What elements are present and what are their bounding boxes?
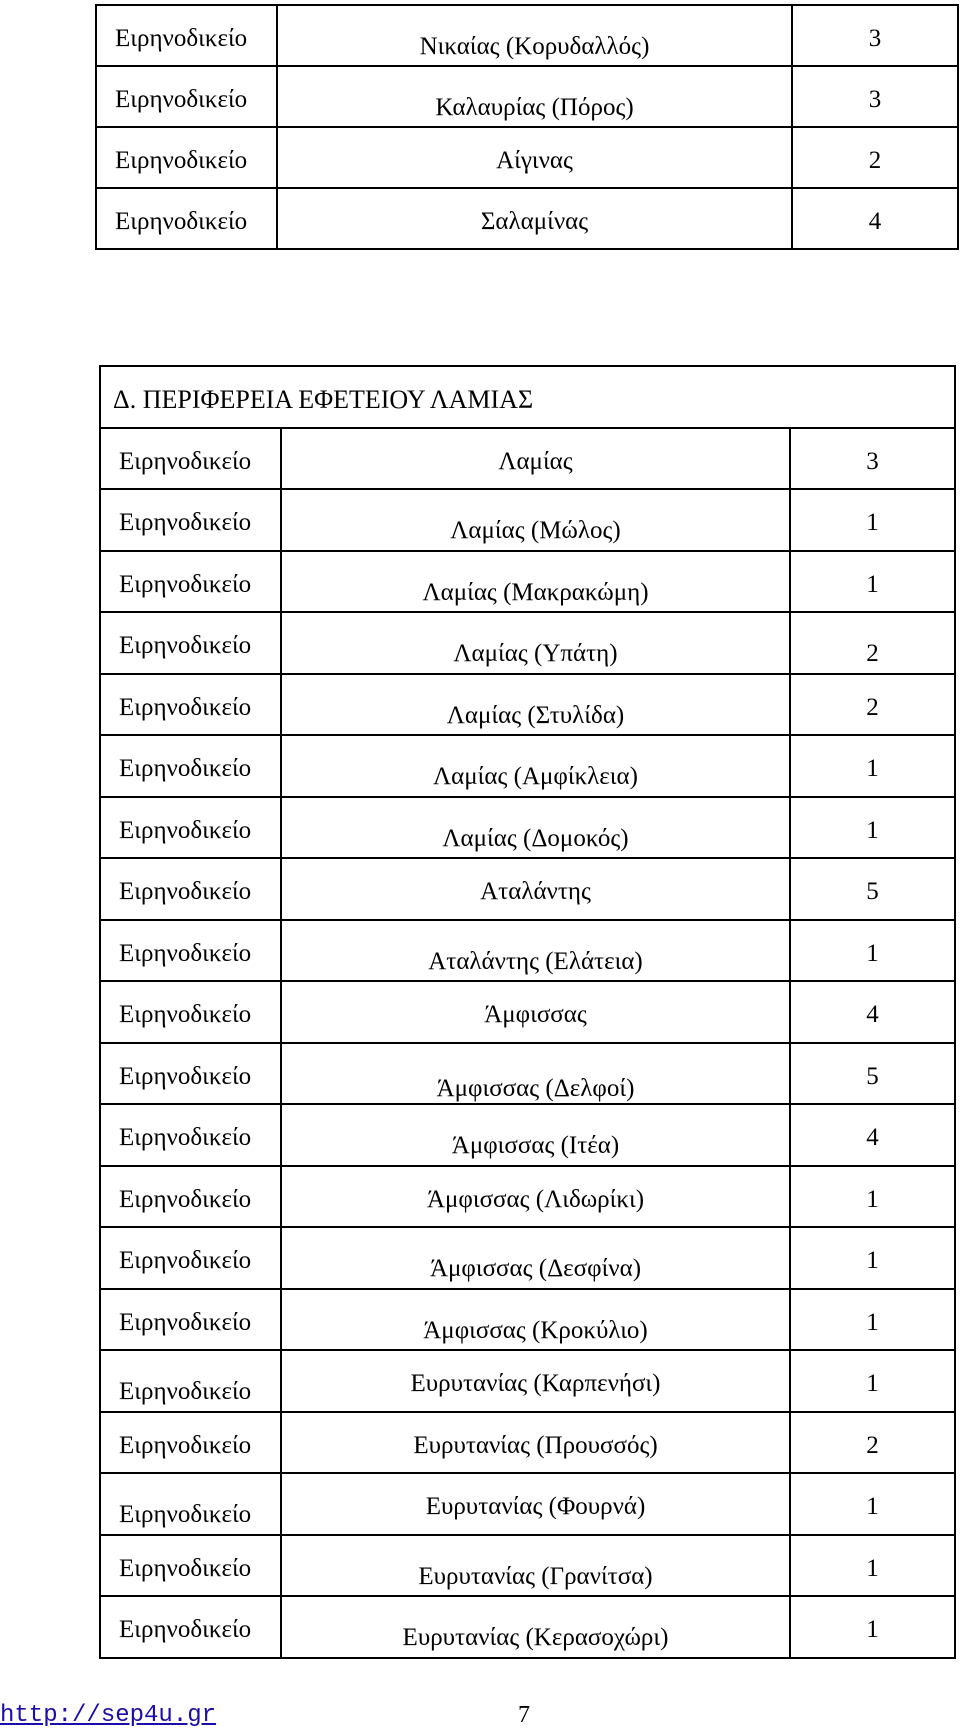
court-type-cell: Ειρηνοδικείο [96, 5, 277, 66]
court-type-cell: Ειρηνοδικείο [100, 1350, 281, 1412]
table-row [100, 428, 955, 490]
table-row [100, 489, 955, 551]
court-name-cell: Ευρυτανίας (Προυσσός) [281, 1412, 790, 1474]
court-name-cell: Άμφισσας (Δεσφίνα) [281, 1227, 790, 1289]
court-name-cell: Άμφισσας (Δελφοί) [281, 1043, 790, 1105]
table-row [100, 1289, 955, 1351]
table-row [100, 981, 955, 1043]
court-count-cell: 3 [792, 66, 958, 127]
court-name-cell: Άμφισσας [281, 981, 790, 1043]
court-count-cell: 1 [790, 735, 955, 797]
table-row [100, 920, 955, 982]
court-count-cell: 1 [790, 1350, 955, 1412]
court-count-cell: 2 [792, 127, 958, 188]
court-type-cell: Ειρηνοδικείο [100, 920, 281, 982]
court-name-cell: Λαμίας (Μώλος) [281, 489, 790, 551]
table-row [100, 1473, 955, 1535]
court-type-cell: Ειρηνοδικείο [100, 1412, 281, 1474]
court-type-cell: Ειρηνοδικείο [100, 1535, 281, 1597]
court-name-cell: Ευρυτανίας (Φουρνά) [281, 1473, 790, 1535]
court-count-cell: 1 [790, 1227, 955, 1289]
table-row [100, 1104, 955, 1166]
court-name-cell: Λαμίας (Μακρακώμη) [281, 551, 790, 613]
court-count-cell: 1 [790, 551, 955, 613]
table-row [100, 551, 955, 613]
court-name-cell: Λαμίας (Αμφίκλεια) [281, 735, 790, 797]
court-name-cell: Λαμίας (Δομοκός) [281, 797, 790, 859]
court-type-cell: Ειρηνοδικείο [100, 1104, 281, 1166]
court-type-cell: Ειρηνοδικείο [100, 735, 281, 797]
court-name-cell: Αταλάντης [281, 858, 790, 920]
court-count-cell: 1 [790, 797, 955, 859]
court-type-cell: Ειρηνοδικείο [100, 428, 281, 490]
court-name-cell: Καλαυρίας (Πόρος) [277, 66, 792, 127]
court-count-cell: 5 [790, 1043, 955, 1105]
court-count-cell: 1 [790, 1289, 955, 1351]
court-type-cell: Ειρηνοδικείο [100, 1043, 281, 1105]
table-row [100, 1166, 955, 1228]
table-row [100, 1227, 955, 1289]
court-name-cell: Ευρυτανίας (Κερασοχώρι) [281, 1596, 790, 1658]
table-row [96, 5, 958, 66]
court-count-cell: 1 [790, 1596, 955, 1658]
table-heading-row [100, 366, 955, 428]
court-count-cell: 4 [790, 981, 955, 1043]
court-count-cell: 1 [790, 920, 955, 982]
court-type-cell: Ειρηνοδικείο [100, 489, 281, 551]
court-type-cell: Ειρηνοδικείο [100, 797, 281, 859]
court-type-cell: Ειρηνοδικείο [100, 1289, 281, 1351]
court-type-cell: Ειρηνοδικείο [100, 674, 281, 736]
table-row [100, 1043, 955, 1105]
table-row [100, 735, 955, 797]
court-type-cell: Ειρηνοδικείο [96, 66, 277, 127]
court-type-cell: Ειρηνοδικείο [96, 127, 277, 188]
court-type-cell: Ειρηνοδικείο [100, 612, 281, 674]
court-name-cell: Άμφισσας (Ιτέα) [281, 1104, 790, 1166]
court-name-cell: Ευρυτανίας (Γρανίτσα) [281, 1535, 790, 1597]
table-row [100, 674, 955, 736]
page-number: 7 [518, 1702, 530, 1728]
court-type-cell: Ειρηνοδικείο [100, 1473, 281, 1535]
court-name-cell: Σαλαμίνας [277, 188, 792, 249]
court-count-cell: 2 [790, 612, 955, 674]
court-type-cell: Ειρηνοδικείο [100, 551, 281, 613]
courts-table-top [95, 4, 959, 250]
court-type-cell: Ειρηνοδικείο [100, 1166, 281, 1228]
courts-table-lamia [99, 365, 956, 1659]
court-count-cell: 2 [790, 674, 955, 736]
court-count-cell: 3 [792, 5, 958, 66]
court-count-cell: 3 [790, 428, 955, 490]
court-name-cell: Λαμίας [281, 428, 790, 490]
table-row [96, 188, 958, 249]
court-name-cell: Λαμίας (Στυλίδα) [281, 674, 790, 736]
court-count-cell: 1 [790, 489, 955, 551]
court-count-cell: 1 [790, 1535, 955, 1597]
court-count-cell: 4 [790, 1104, 955, 1166]
court-type-cell: Ειρηνοδικείο [100, 1227, 281, 1289]
court-name-cell: Λαμίας (Υπάτη) [281, 612, 790, 674]
table-row [100, 1412, 955, 1474]
court-count-cell: 5 [790, 858, 955, 920]
table-row [96, 66, 958, 127]
table-row [100, 1535, 955, 1597]
table-row [100, 858, 955, 920]
region-heading: Δ. ΠΕΡΙΦΕΡΕΙΑ ΕΦΕΤΕΙΟΥ ΛΑΜΙΑΣ [100, 366, 955, 428]
court-count-cell: 1 [790, 1473, 955, 1535]
court-name-cell: Νικαίας (Κορυδαλλός) [277, 5, 792, 66]
source-link[interactable]: http://sep4u.gr [0, 1702, 217, 1729]
court-name-cell: Αίγινας [277, 127, 792, 188]
court-name-cell: Αταλάντης (Ελάτεια) [281, 920, 790, 982]
court-type-cell: Ειρηνοδικείο [100, 981, 281, 1043]
court-count-cell: 4 [792, 188, 958, 249]
table-row [96, 127, 958, 188]
court-name-cell: Ευρυτανίας (Καρπενήσι) [281, 1350, 790, 1412]
court-name-cell: Άμφισσας (Λιδωρίκι) [281, 1166, 790, 1228]
court-type-cell: Ειρηνοδικείο [96, 188, 277, 249]
table-row [100, 612, 955, 674]
table-row [100, 1596, 955, 1658]
court-type-cell: Ειρηνοδικείο [100, 858, 281, 920]
table-row [100, 1350, 955, 1412]
court-count-cell: 1 [790, 1166, 955, 1228]
court-name-cell: Άμφισσας (Κροκύλιο) [281, 1289, 790, 1351]
table-row [100, 797, 955, 859]
court-type-cell: Ειρηνοδικείο [100, 1596, 281, 1658]
court-count-cell: 2 [790, 1412, 955, 1474]
